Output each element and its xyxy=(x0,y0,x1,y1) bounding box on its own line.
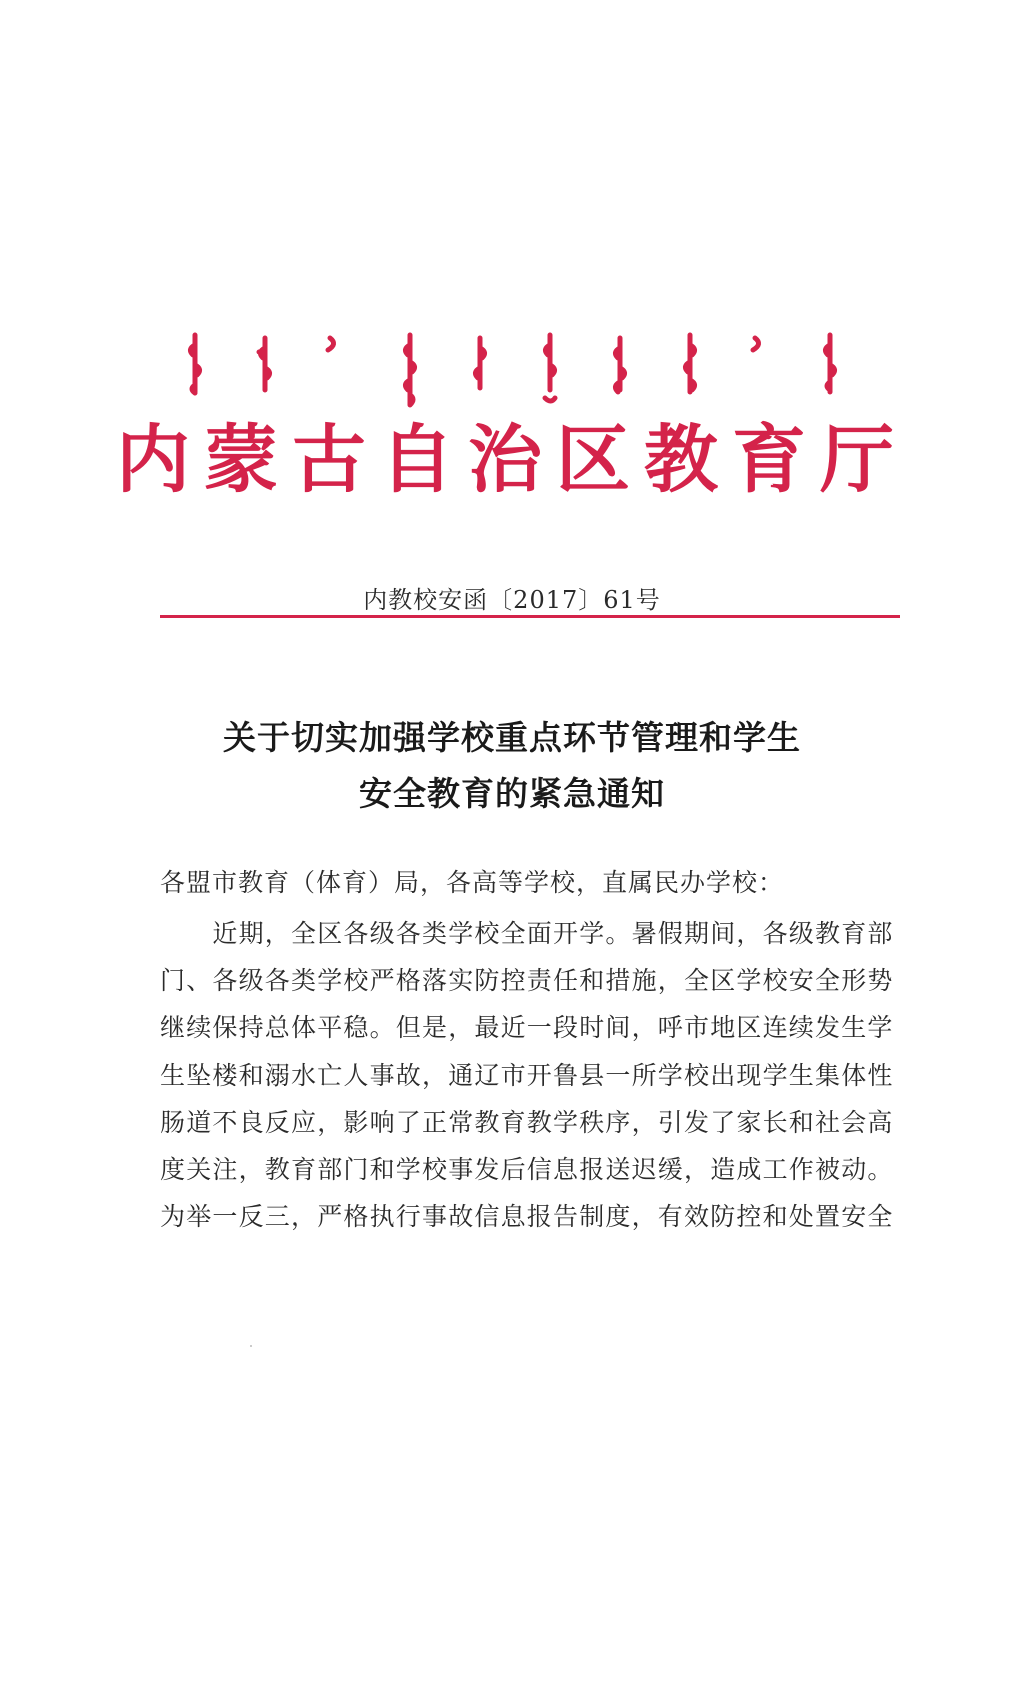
body-paragraph xyxy=(160,910,900,1240)
notice-title xyxy=(0,710,1024,822)
body-line: 继续保持总体平稳。但是，最近一段时间，呼市地区连续发生学 xyxy=(160,1013,894,1043)
red-divider-line xyxy=(160,615,900,618)
mongolian-script-header xyxy=(180,330,880,410)
body-line: 度关注，教育部门和学校事发后信息报送迟缓，造成工作被动。 xyxy=(160,1155,894,1185)
scan-speck xyxy=(250,1345,252,1347)
notice-title-line-2: 安全教育的紧急通知 xyxy=(359,774,665,813)
body-line: 肠道不良反应，影响了正常教育教学秩序，引发了家长和社会高 xyxy=(160,1107,894,1137)
salutation: 各盟市教育（体育）局，各高等学校，直属民办学校： xyxy=(160,868,785,897)
body-line: 门、各级各类学校严格落实防控责任和措施，全区学校安全形势 xyxy=(160,966,894,996)
document-number: 内教校安函〔2017〕61号 xyxy=(363,586,661,614)
notice-title-line-1: 关于切实加强学校重点环节管理和学生 xyxy=(223,718,801,757)
body-line: 生坠楼和溺水亡人事故，通辽市开鲁县一所学校出现学生集体性 xyxy=(160,1060,894,1090)
body-line: 为举一反三，严格执行事故信息报告制度，有效防控和处置安全 xyxy=(160,1202,894,1232)
agency-name-title: 内蒙古自治区教育厅 xyxy=(116,417,908,503)
body-line: 近期，全区各级各类学校全面开学。暑假期间，各级教育部 xyxy=(160,919,894,948)
